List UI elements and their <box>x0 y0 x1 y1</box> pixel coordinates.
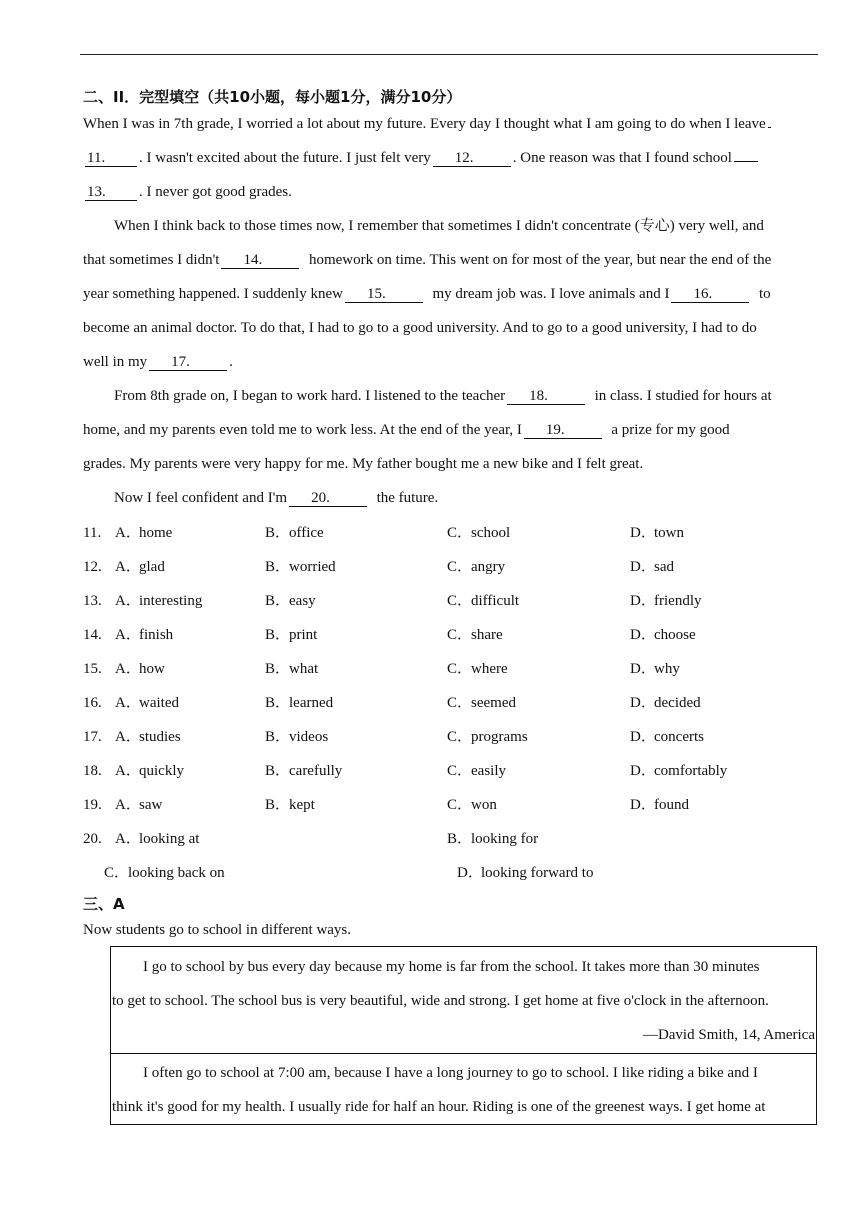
passage-line: become an animal doctor. To do that, I had to go to a good university. And to go to a good university, I had to do <box>83 320 757 336</box>
option-c[interactable]: C．seemed <box>447 695 516 711</box>
question-row <box>83 795 823 815</box>
option-b[interactable]: B．learned <box>265 695 334 711</box>
section-heading-reading: 三、A <box>83 895 125 913</box>
option-a[interactable]: A．waited <box>115 695 179 711</box>
question-number: 13. <box>83 593 102 609</box>
option-20-d[interactable]: D．looking forward to <box>457 865 594 881</box>
passage-line: When I was in 7th grade, I worried a lot about my future. Every day I thought what I am going to do when I leave <box>83 114 773 134</box>
question-row-20-cont <box>83 863 823 883</box>
option-d[interactable]: D．choose <box>630 627 696 643</box>
passage-line: When I think back to those times now, I remember that sometimes I didn't concentrate (专心) very well, and <box>114 218 764 234</box>
blank-14[interactable]: 14. <box>221 252 299 269</box>
option-b[interactable]: B．videos <box>265 729 329 745</box>
blank-11[interactable]: 11. <box>85 150 137 167</box>
cell-1-line: I go to school by bus every day because my home is far from the school. It takes more than 30 minutes <box>143 959 760 975</box>
option-b[interactable]: B．office <box>265 525 324 541</box>
passage-line: 11. . I wasn't excited about the future. I just felt very 12. . One reason was that I found school <box>83 148 760 168</box>
option-d[interactable]: D．town <box>630 525 684 541</box>
option-a[interactable]: A．studies <box>115 729 181 745</box>
option-20-a[interactable]: A．looking at <box>115 831 200 847</box>
option-c[interactable]: C．won <box>447 797 497 813</box>
passage-line: grades. My parents were very happy for me. My father bought me a new bike and I felt great. <box>83 456 644 472</box>
option-c[interactable]: C．where <box>447 661 508 677</box>
option-c[interactable]: C．angry <box>447 559 506 575</box>
option-a[interactable]: A．quickly <box>115 763 184 779</box>
question-row <box>83 659 823 679</box>
option-a[interactable]: A．interesting <box>115 593 203 609</box>
option-d[interactable]: D．friendly <box>630 593 702 609</box>
reading-table <box>110 946 817 1125</box>
question-number: 16. <box>83 695 102 711</box>
question-number: 18. <box>83 763 102 779</box>
passage-line: that sometimes I didn't 14. homework on time. This went on for most of the year, but near the end of the <box>83 252 772 268</box>
option-b[interactable]: B．print <box>265 627 318 643</box>
question-row <box>83 523 823 543</box>
passage-line: From 8th grade on, I began to work hard. I listened to the teacher 18. in class. I studied for hours at <box>114 388 772 404</box>
option-b[interactable]: B．carefully <box>265 763 343 779</box>
option-b[interactable]: B．easy <box>265 593 316 609</box>
passage-line: home, and my parents even told me to work less. At the end of the year, I 19. a prize for my good <box>83 422 730 438</box>
blank-20[interactable]: 20. <box>289 490 367 507</box>
question-row-20: 20. A．looking at B．looking for <box>83 831 539 847</box>
passage-line: year something happened. I suddenly knew 15. my dream job was. I love animals and I 16. to <box>83 286 771 302</box>
passage-line: Now I feel confident and I'm 20. the future. <box>114 490 439 506</box>
blank-15[interactable]: 15. <box>345 286 423 303</box>
question-row <box>83 727 823 747</box>
reading-intro: Now students go to school in different ways. <box>83 922 352 938</box>
cell-1-line: to get to school. The school bus is very beautiful, wide and strong. I get home at five o'clock in the afternoon. <box>112 993 769 1009</box>
passage-line: 13. . I never got good grades. <box>87 184 292 200</box>
question-row <box>83 693 823 713</box>
question-number: 17. <box>83 729 102 745</box>
question-number: 19. <box>83 797 102 813</box>
top-rule <box>80 54 818 55</box>
blank-18[interactable]: 18. <box>507 388 585 405</box>
option-d[interactable]: D．concerts <box>630 729 704 745</box>
option-b[interactable]: B．kept <box>265 797 315 813</box>
question-row <box>83 591 823 611</box>
option-a[interactable]: A．glad <box>115 559 165 575</box>
passage-line: well in my 17. . <box>83 354 233 370</box>
question-row <box>83 557 823 577</box>
cell-2-line: think it's good for my health. I usually ride for half an hour. Riding is one of the greenest ways. I get home at <box>112 1099 766 1115</box>
option-b[interactable]: B．what <box>265 661 319 677</box>
blank-12[interactable]: 12. <box>433 150 511 167</box>
question-number: 11. <box>83 525 102 541</box>
option-a[interactable]: A．home <box>115 525 173 541</box>
option-b[interactable]: B．worried <box>265 559 336 575</box>
section-heading-cloze: 二、II．完型填空（共10小题，每小题1分，满分10分） <box>83 88 462 106</box>
option-c[interactable]: C．difficult <box>447 593 520 609</box>
option-d[interactable]: D．found <box>630 797 689 813</box>
option-a[interactable]: A．saw <box>115 797 163 813</box>
option-20-b[interactable]: B．looking for <box>447 831 539 847</box>
option-d[interactable]: D．sad <box>630 559 674 575</box>
question-row <box>83 625 823 645</box>
blank-19[interactable]: 19. <box>524 422 602 439</box>
option-d[interactable]: D．decided <box>630 695 701 711</box>
table-divider <box>111 1053 816 1054</box>
question-row <box>83 761 823 781</box>
option-c[interactable]: C．programs <box>447 729 528 745</box>
question-number: 14. <box>83 627 102 643</box>
cell-2-line: I often go to school at 7:00 am, because I have a long journey to go to school. I like riding a bike and I <box>143 1065 758 1081</box>
blank-17[interactable]: 17. <box>149 354 227 371</box>
blank-16[interactable]: 16. <box>671 286 749 303</box>
option-c[interactable]: C．easily <box>447 763 506 779</box>
option-c[interactable]: C．school <box>447 525 511 541</box>
option-a[interactable]: A．how <box>115 661 165 677</box>
question-number: 15. <box>83 661 102 677</box>
option-a[interactable]: A．finish <box>115 627 174 643</box>
option-d[interactable]: D．comfortably <box>630 763 728 779</box>
cell-1-signature: —David Smith, 14, America <box>642 1027 815 1043</box>
option-c[interactable]: C．share <box>447 627 503 643</box>
question-number: 12. <box>83 559 102 575</box>
blank-13[interactable]: 13. <box>85 184 137 201</box>
option-20-c[interactable]: C．looking back on <box>104 865 225 881</box>
option-d[interactable]: D．why <box>630 661 680 677</box>
